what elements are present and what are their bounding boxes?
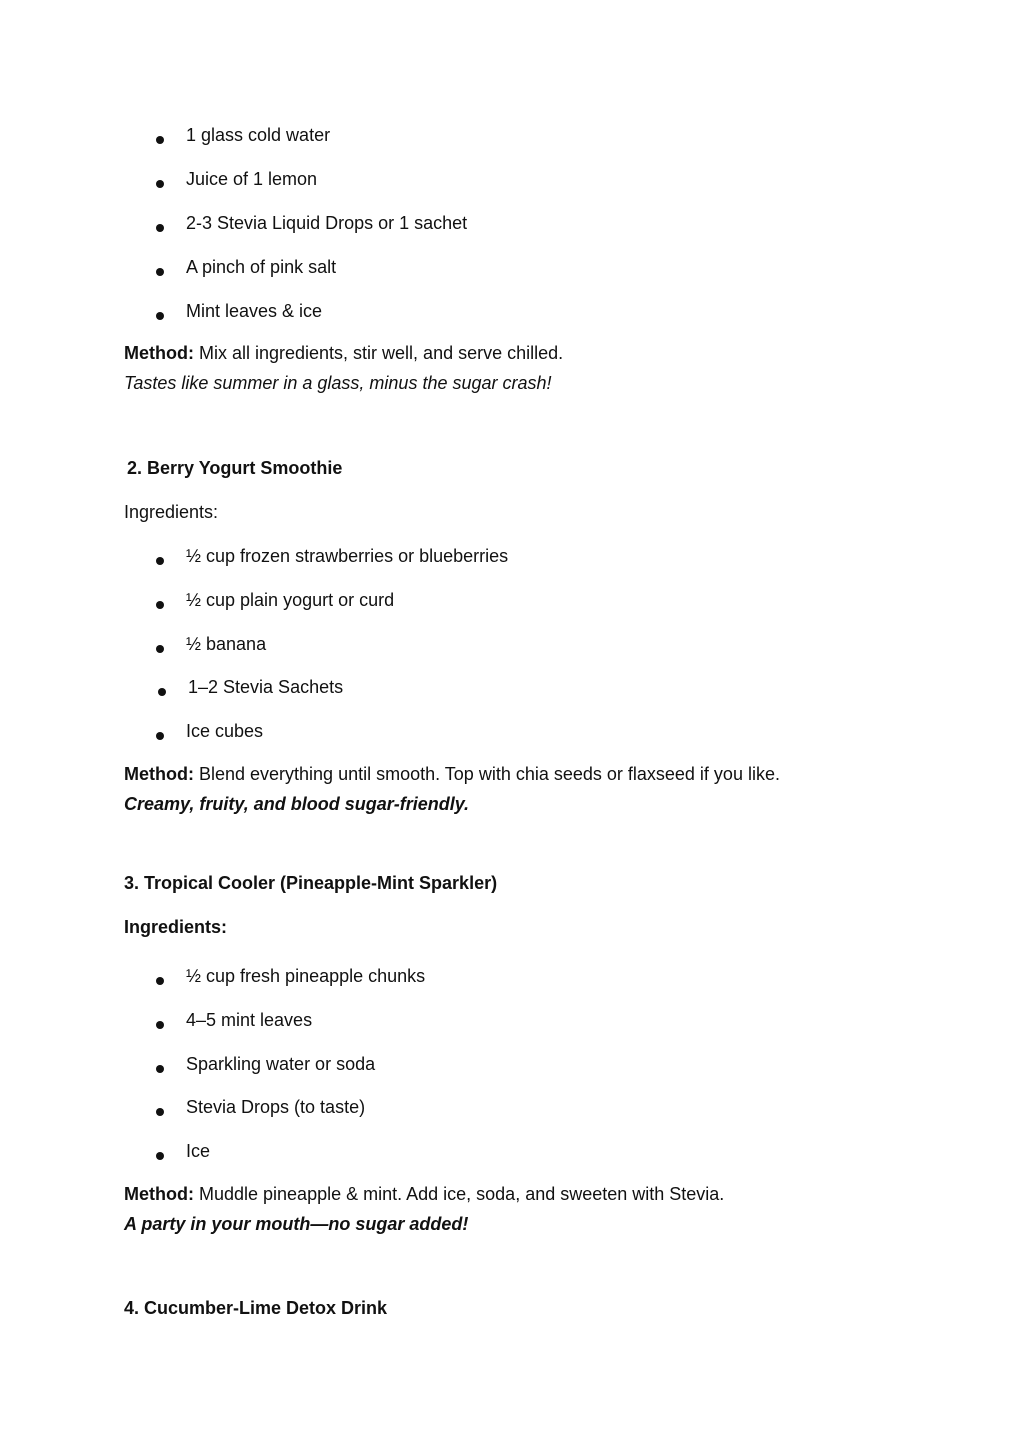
recipe3-ingredients-label: Ingredients: [124,917,228,937]
list-item-text: ½ banana [186,634,267,654]
bullet-icon [156,1152,164,1160]
recipe1-tagline: Tastes like summer in a glass, minus the sugar crash! [124,373,552,393]
list-item-text: A pinch of pink salt [186,257,337,277]
bullet-icon [156,1108,164,1116]
recipe2-tagline: Creamy, fruity, and blood sugar-friendly. [124,794,470,814]
recipe4-title: 4. Cucumber-Lime Detox Drink [124,1298,388,1318]
list-item-text: Ice [186,1141,211,1161]
recipe3-method [124,1184,724,1206]
list-item-text: Stevia Drops (to taste) [186,1097,366,1117]
list-item-text: Sparkling water or soda [186,1054,376,1074]
recipe1-method [124,343,563,365]
list-item-text: 1 glass cold water [186,125,331,145]
bullet-icon [156,224,164,232]
recipe3-tagline: A party in your mouth—no sugar added! [124,1214,469,1234]
list-item-text: Juice of 1 lemon [186,169,318,189]
bullet-icon [156,180,164,188]
bullet-icon [156,601,164,609]
bullet-icon [156,977,164,985]
method-text: Muddle pineapple & mint. Add ice, soda, and sweeten with Stevia. [193,1184,725,1204]
list-item-text: ½ cup frozen strawberries or blueberries [186,546,509,566]
bullet-icon [156,1065,164,1073]
method-label: Method: [124,343,194,363]
list-item-text: Ice cubes [186,721,264,741]
method-label: Method: [124,764,194,784]
recipe3-title: 3. Tropical Cooler (Pineapple-Mint Sparkler) [124,873,498,893]
bullet-icon [156,557,164,565]
recipe2-method [124,764,780,786]
recipe2-title: 2. Berry Yogurt Smoothie [127,458,343,478]
list-item-text: 1–2 Stevia Sachets [188,677,344,697]
list-item-text: Mint leaves & ice [186,301,323,321]
list-item-text: ½ cup plain yogurt or curd [186,590,395,610]
method-label: Method: [124,1184,194,1204]
bullet-icon [156,645,164,653]
bullet-icon [158,688,166,696]
list-item-text: 4–5 mint leaves [186,1010,313,1030]
list-item-text: 2-3 Stevia Liquid Drops or 1 sachet [186,213,468,233]
list-item-text: ½ cup fresh pineapple chunks [186,966,426,986]
bullet-icon [156,268,164,276]
method-text: Blend everything until smooth. Top with chia seeds or flaxseed if you like. [193,764,780,784]
bullet-icon [156,732,164,740]
bullet-icon [156,136,164,144]
recipe2-ingredients-label: Ingredients: [124,502,219,522]
bullet-icon [156,312,164,320]
bullet-icon [156,1021,164,1029]
method-text: Mix all ingredients, stir well, and serve chilled. [193,343,564,363]
